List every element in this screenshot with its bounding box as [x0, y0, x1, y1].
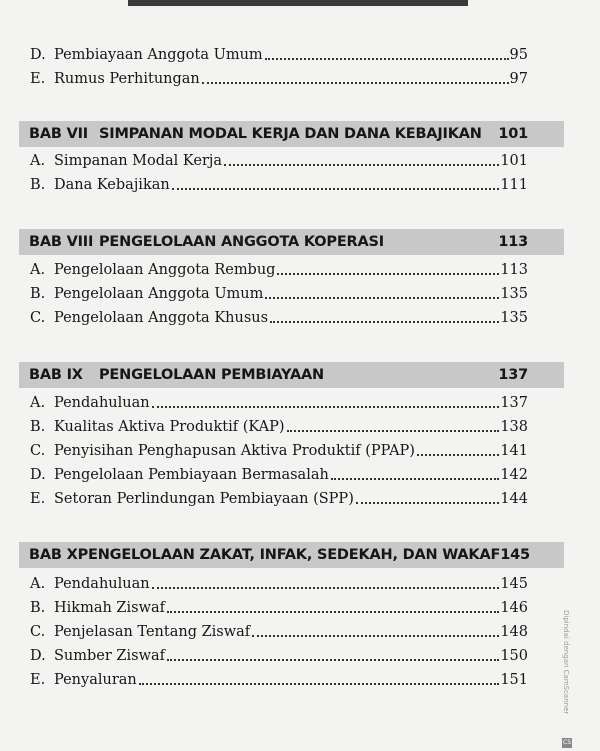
dot-leader	[167, 611, 499, 613]
entry-letter: E.	[30, 491, 46, 507]
entry-letter: D.	[30, 648, 46, 664]
toc-entry-rumus-perhitungan[interactable]	[30, 68, 528, 88]
entry-page: 135	[500, 310, 528, 326]
entry-letter: A.	[30, 576, 46, 592]
dot-leader	[167, 659, 499, 661]
toc-entry-pembiayaan-bermasalah[interactable]	[30, 464, 528, 484]
entry-page: 97	[509, 71, 528, 87]
dot-leader	[152, 587, 500, 589]
entry-letter: A.	[30, 153, 46, 169]
chapter-title: PENGELOLAAN PEMBIAYAAN	[99, 367, 324, 383]
entry-label: Pendahuluan	[54, 395, 150, 411]
chapter-page: 113	[498, 234, 528, 250]
entry-label: Pengelolaan Anggota Khusus	[54, 310, 269, 326]
entry-page: 135	[500, 286, 528, 302]
chapter-heading-bab-ix[interactable]	[19, 362, 564, 388]
entry-page: 151	[500, 672, 528, 688]
entry-letter: B.	[30, 286, 46, 302]
entry-letter: C.	[30, 310, 46, 326]
entry-letter: A.	[30, 395, 46, 411]
chapter-number: BAB IX	[29, 367, 83, 383]
toc-entry-hikmah-ziswaf[interactable]	[30, 597, 528, 617]
toc-entry-pengelolaan-anggota-khusus[interactable]	[30, 307, 528, 327]
toc-entry-setoran-perlindungan[interactable]	[30, 488, 528, 508]
entry-label: Pengelolaan Pembiayaan Bermasalah	[54, 467, 329, 483]
toc-entry-pendahuluan-x[interactable]	[30, 573, 528, 593]
entry-page: 95	[509, 47, 528, 63]
entry-page: 137	[500, 395, 528, 411]
dot-leader	[270, 321, 499, 323]
dot-leader	[331, 478, 499, 480]
chapter-number: BAB VII	[29, 126, 88, 142]
camscanner-logo-icon: CS	[563, 739, 571, 746]
entry-label: Penyaluran	[54, 672, 137, 688]
entry-page: 145	[500, 576, 528, 592]
entry-page: 141	[500, 443, 528, 459]
toc-entry-penyisihan-penghapusan[interactable]	[30, 440, 528, 460]
dot-leader	[139, 683, 500, 685]
entry-letter: B.	[30, 600, 46, 616]
toc-entry-pendahuluan-ix[interactable]	[30, 392, 528, 412]
entry-label: Penyisihan Penghapusan Aktiva Produktif (PPAP)	[54, 443, 415, 459]
entry-label: Penjelasan Tentang Ziswaf	[54, 624, 251, 640]
toc-entry-penjelasan-tentang-ziswaf[interactable]	[30, 621, 528, 641]
entry-letter: E.	[30, 71, 46, 87]
entry-page: 144	[500, 491, 528, 507]
toc-entry-penyaluran[interactable]	[30, 669, 528, 689]
chapter-number: BAB VIII	[29, 234, 94, 250]
dot-leader	[277, 273, 499, 275]
chapter-heading-bab-x[interactable]	[19, 542, 564, 568]
chapter-heading-bab-viii[interactable]	[19, 229, 564, 255]
entry-letter: D.	[30, 467, 46, 483]
chapter-number: BAB X	[29, 547, 78, 563]
dot-leader	[252, 635, 499, 637]
entry-page: 148	[500, 624, 528, 640]
dot-leader	[152, 406, 500, 408]
dot-leader	[224, 164, 499, 166]
toc-entry-kualitas-aktiva-produktif[interactable]	[30, 416, 528, 436]
toc-entry-pengelolaan-anggota-umum[interactable]	[30, 283, 528, 303]
dot-leader	[265, 297, 499, 299]
entry-letter: C.	[30, 443, 46, 459]
entry-label: Pendahuluan	[54, 576, 150, 592]
entry-letter: B.	[30, 177, 46, 193]
chapter-page: 137	[498, 367, 528, 383]
dot-leader	[265, 58, 509, 60]
dot-leader	[202, 82, 509, 84]
entry-page: 113	[500, 262, 528, 278]
toc-entry-dana-kebajikan[interactable]	[30, 174, 528, 194]
entry-label: Pembiayaan Anggota Umum	[54, 47, 263, 63]
entry-letter: D.	[30, 47, 46, 63]
entry-letter: C.	[30, 624, 46, 640]
entry-label: Setoran Perlindungan Pembiayaan (SPP)	[54, 491, 354, 507]
toc-entry-sumber-ziswaf[interactable]	[30, 645, 528, 665]
chapter-page: 101	[498, 126, 528, 142]
scanner-watermark: Dipindai dengan CamScanner	[562, 610, 570, 715]
dot-leader	[356, 502, 499, 504]
toc-entry-pengelolaan-anggota-rembug[interactable]	[30, 259, 528, 279]
dot-leader	[172, 188, 500, 190]
entry-label: Pengelolaan Anggota Umum	[54, 286, 264, 302]
entry-page: 146	[500, 600, 528, 616]
entry-page: 101	[500, 153, 528, 169]
entry-label: Kualitas Aktiva Produktif (KAP)	[54, 419, 285, 435]
dot-leader	[417, 454, 499, 456]
entry-page: 111	[500, 177, 528, 193]
entry-label: Dana Kebajikan	[54, 177, 170, 193]
chapter-heading-bab-vii[interactable]	[19, 121, 564, 147]
entry-label: Hikmah Ziswaf	[54, 600, 165, 616]
entry-label: Pengelolaan Anggota Rembug	[54, 262, 276, 278]
chapter-page: 145	[500, 547, 530, 563]
entry-page: 142	[500, 467, 528, 483]
entry-label: Rumus Perhitungan	[54, 71, 200, 87]
dot-leader	[287, 430, 500, 432]
entry-page: 150	[500, 648, 528, 664]
chapter-title: PENGELOLAAN ANGGOTA KOPERASI	[99, 234, 384, 250]
chapter-title: SIMPANAN MODAL KERJA DAN DANA KEBAJIKAN	[99, 126, 482, 142]
chapter-title: PENGELOLAAN ZAKAT, INFAK, SEDEKAH, DAN WAKAF	[77, 547, 501, 563]
top-edge-bar	[128, 0, 468, 6]
toc-entry-simpanan-modal-kerja[interactable]	[30, 150, 528, 170]
entry-label: Simpanan Modal Kerja	[54, 153, 223, 169]
entry-letter: E.	[30, 672, 46, 688]
entry-letter: A.	[30, 262, 46, 278]
toc-entry-pembiayaan-anggota-umum[interactable]	[30, 44, 528, 64]
entry-letter: B.	[30, 419, 46, 435]
entry-page: 138	[500, 419, 528, 435]
entry-label: Sumber Ziswaf	[54, 648, 166, 664]
